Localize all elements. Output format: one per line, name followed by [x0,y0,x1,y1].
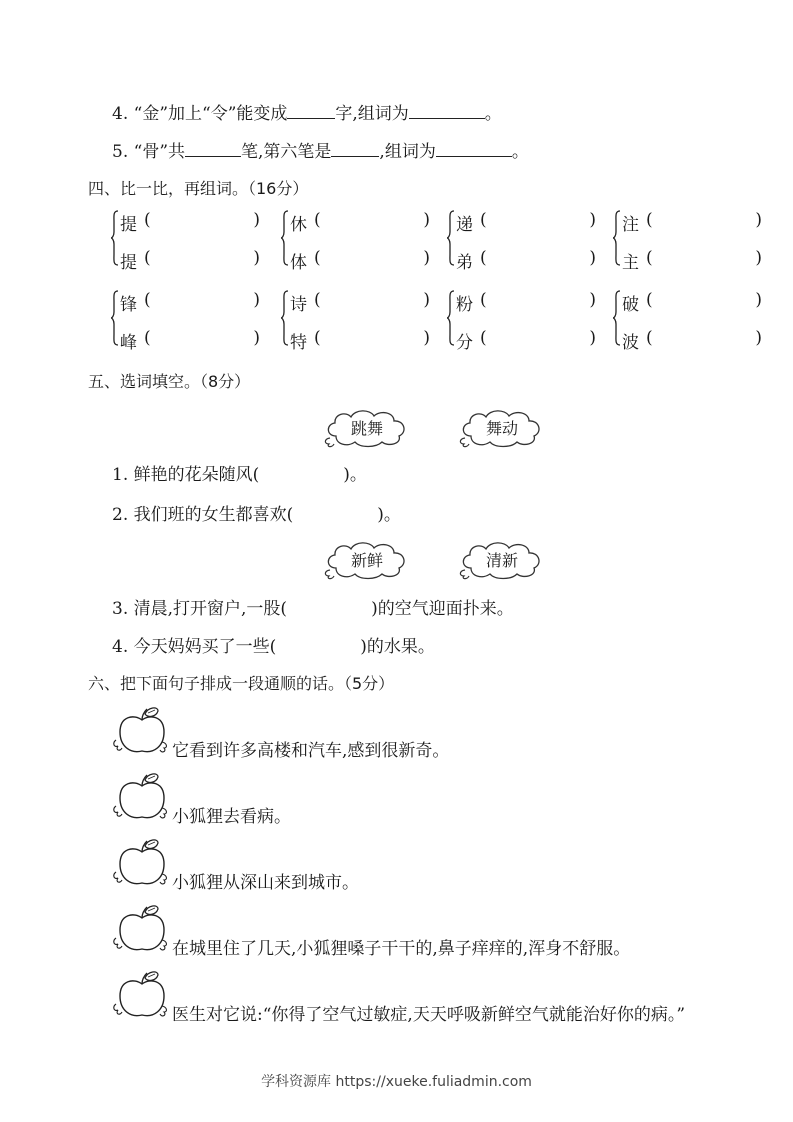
paren-open: ( [314,328,321,348]
paren-open: ( [314,210,321,230]
paren-close: ) [253,248,260,268]
apple-answer-box[interactable] [112,772,172,824]
pair-char: 粉 [456,295,473,315]
apple-icon [112,970,172,1022]
section-6-title: 六、把下面句子排成一段通顺的话。（5分） [88,674,395,693]
brace-icon [280,208,290,268]
paren-open: ( [314,290,321,310]
char-pair [612,208,762,273]
q5-2-text-b: )。 [377,505,401,525]
q5-4-text-b: )的水果。 [360,637,435,657]
pair-char: 体 [290,253,307,273]
q4-blank-2[interactable] [409,104,485,119]
q4-text-b: 字,组词为 [335,104,409,124]
paren-close: ) [755,290,762,310]
pair-char: 锋 [120,295,137,315]
sentence-text: 小狐狸去看病。 [172,807,291,827]
word-cloud-3 [322,538,412,582]
paren-open: ( [480,290,487,310]
q5-4-text-a: 4. 今天妈妈买了一些( [112,637,277,657]
paren-close: ) [253,328,260,348]
footer-watermark: 学科资源库 https://xueke.fuliadmin.com [261,1074,532,1090]
pair-char: 注 [622,215,639,235]
paren-open: ( [646,290,653,310]
apple-icon [112,772,172,824]
paren-close: ) [423,248,430,268]
paren-open: ( [144,290,151,310]
char-pair [280,208,430,273]
paren-open: ( [144,210,151,230]
word-cloud-1 [322,406,412,450]
word-option: 跳舞 [350,419,383,438]
pair-char: 主 [622,253,639,273]
apple-answer-box[interactable] [112,970,172,1022]
paren-open: ( [646,210,653,230]
q5-text-a: 5. “骨”共 [112,142,186,162]
paren-open: ( [314,248,321,268]
paren-close: ) [589,328,596,348]
apple-answer-box[interactable] [112,904,172,956]
apple-icon [112,904,172,956]
paren-close: ) [589,290,596,310]
fill-q5-1 [112,460,367,485]
char-pair [280,288,430,353]
word-cloud-2 [457,406,547,450]
char-pair [446,288,596,353]
paren-open: ( [144,328,151,348]
brace-icon [446,288,456,348]
q4-text-a: 4. “金”加上“令”能变成 [112,104,288,124]
char-pair [446,208,596,273]
apple-answer-box[interactable] [112,838,172,890]
sentence-text: 它看到许多高楼和汽车,感到很新奇。 [172,741,450,761]
paren-close: ) [253,290,260,310]
fill-q5-3 [112,594,514,619]
q5-2-text-a: 2. 我们班的女生都喜欢( [112,505,294,525]
pair-char: 诗 [290,295,307,315]
brace-icon [110,288,120,348]
paren-close: ) [755,210,762,230]
paren-close: ) [423,210,430,230]
pair-char: 提 [120,215,137,235]
paren-close: ) [589,210,596,230]
paren-close: ) [253,210,260,230]
pair-char: 提 [120,253,137,273]
q4-blank-1[interactable] [287,104,335,119]
char-pair [612,288,762,353]
fill-question-5 [112,137,529,162]
char-pair [110,288,260,353]
q5-1-text-a: 1. 鲜艳的花朵随风( [112,465,260,485]
fill-q5-2 [112,500,401,525]
paren-close: ) [423,328,430,348]
sentence-text: 小狐狸从深山来到城市。 [172,873,359,893]
q5-text-d: 。 [511,142,529,162]
brace-icon [446,208,456,268]
pair-char: 弟 [456,253,473,273]
brace-icon [612,208,622,268]
q4-text-c: 。 [484,104,502,124]
pair-char: 峰 [120,333,137,353]
paren-close: ) [423,290,430,310]
word-option: 舞动 [485,419,518,438]
q5-3-text-b: )的空气迎面扑来。 [371,599,514,619]
word-option: 清新 [485,551,518,570]
apple-icon [112,838,172,890]
sentence-text: 医生对它说:“你得了空气过敏症,天天呼吸新鲜空气就能治好你的病。” [172,1005,686,1025]
paren-close: ) [755,328,762,348]
word-cloud-4 [457,538,547,582]
paren-open: ( [646,328,653,348]
sentence-text: 在城里住了几天,小狐狸嗓子干干的,鼻子痒痒的,浑身不舒服。 [172,939,631,959]
paren-open: ( [480,210,487,230]
q5-blank-2[interactable] [331,142,379,157]
word-option: 新鲜 [350,551,383,570]
pair-char: 波 [622,333,639,353]
apple-icon [112,706,172,758]
pair-char: 特 [290,333,307,353]
paren-open: ( [480,248,487,268]
paren-open: ( [646,248,653,268]
q5-blank-1[interactable] [185,142,241,157]
char-pair [110,208,260,273]
q5-text-b: 笔,第六笔是 [241,142,332,162]
fill-question-4 [112,99,502,124]
pair-char: 分 [456,333,473,353]
apple-answer-box[interactable] [112,706,172,758]
brace-icon [110,208,120,268]
q5-blank-3[interactable] [436,142,512,157]
paren-close: ) [755,248,762,268]
paren-open: ( [480,328,487,348]
brace-icon [612,288,622,348]
q5-1-text-b: )。 [343,465,367,485]
section-4-title: 四、比一比，再组词。（16分） [88,179,309,198]
pair-char: 递 [456,215,473,235]
pair-char: 休 [290,215,307,235]
paren-close: ) [589,248,596,268]
paren-open: ( [144,248,151,268]
section-5-title: 五、选词填空。（8分） [88,372,251,391]
fill-q5-4 [112,632,435,657]
q5-text-c: ,组词为 [379,142,436,162]
q5-3-text-a: 3. 清晨,打开窗户,一股( [112,599,288,619]
pair-char: 破 [622,295,639,315]
brace-icon [280,288,290,348]
